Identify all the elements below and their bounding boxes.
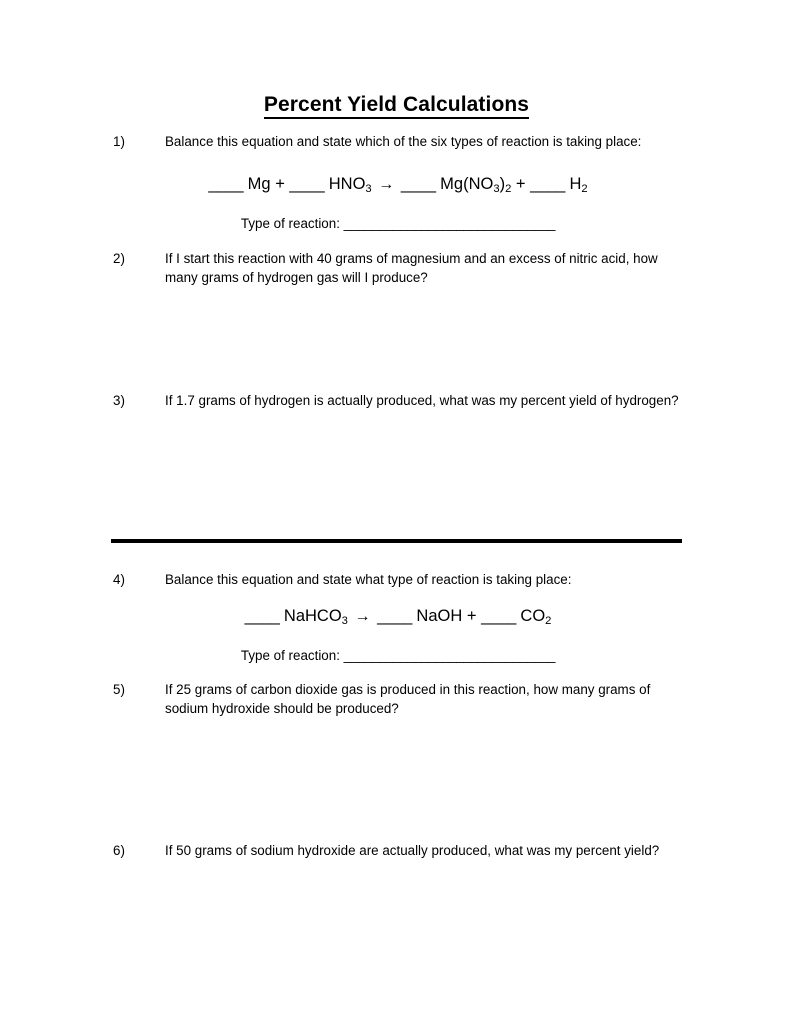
coefficient-blank-2a[interactable]: ____: [244, 607, 280, 625]
question-item-4: [113, 571, 683, 590]
coefficient-blank-1b[interactable]: ____: [289, 175, 325, 193]
question-item-3: [113, 392, 683, 411]
coefficient-blank-1a[interactable]: ____: [208, 175, 244, 193]
question-text-3: If 1.7 grams of hydrogen is actually produced, what was my percent yield of hydrogen?: [165, 393, 679, 408]
plus-sign-1a: +: [275, 175, 285, 193]
question-number-1: 1): [113, 134, 125, 149]
coefficient-blank-2b[interactable]: ____: [377, 607, 412, 625]
formula-nahco3: NaHCO$_3$: [283, 607, 348, 628]
formula-naoh: NaOH: [416, 607, 463, 625]
formula-h2: $H_2$: [569, 175, 588, 196]
subscript-co2: 2: [545, 615, 552, 628]
plus-sign-2a: +: [466, 607, 477, 625]
subscript-nahco3: 3: [341, 615, 348, 628]
question-item-1: [113, 133, 683, 152]
question-number-6: 6): [113, 843, 125, 858]
chemical-equation-1: [113, 175, 683, 194]
question-item-2: [113, 250, 683, 287]
type-of-reaction-blank-1[interactable]: ______________________________: [343, 216, 556, 231]
formula-mg: Mg: [247, 175, 271, 193]
coefficient-blank-1c[interactable]: ____: [400, 175, 436, 193]
page-title: [0, 93, 793, 117]
chemical-equation-2: [113, 607, 683, 626]
reaction-arrow-icon-2: →: [354, 608, 371, 625]
subscript-no3: 3: [493, 183, 500, 196]
question-number-2: 2): [113, 251, 125, 266]
subscript-mgno32: 2: [505, 183, 512, 196]
question-text-1: Balance this equation and state which of the six types of reaction is taking place:: [165, 134, 642, 149]
formula-hno3: $HNO_3$: [328, 175, 372, 196]
coefficient-blank-1d[interactable]: ____: [530, 175, 565, 193]
type-of-reaction-label-2: Type of reaction:: [240, 648, 340, 663]
page-title-text: Percent Yield Calculations: [264, 93, 529, 119]
type-of-reaction-line-1: [113, 216, 683, 231]
type-of-reaction-label-1: Type of reaction:: [240, 216, 340, 231]
coefficient-blank-2c[interactable]: ____: [481, 607, 516, 625]
reaction-arrow-icon: →: [378, 176, 395, 193]
question-text-5: If 25 grams of carbon dioxide gas is produced in this reaction, how many grams of sodium hydroxide should be produced?: [165, 682, 651, 716]
question-text-6: If 50 grams of sodium hydroxide are actually produced, what was my percent yield?: [165, 843, 660, 858]
question-text-2: If I start this reaction with 40 grams of magnesium and an excess of nitric acid, how many grams of hydrogen gas will I produce?: [165, 251, 658, 285]
subscript-h2: 2: [581, 183, 588, 196]
question-number-5: 5): [113, 682, 125, 697]
section-divider: [111, 539, 682, 543]
formula-magnesium-nitrate: $Mg(NO_3)_2$: [440, 175, 512, 196]
question-number-3: 3): [113, 393, 125, 408]
type-of-reaction-blank-2[interactable]: ______________________________: [343, 648, 556, 663]
formula-co2: $CO_2$: [520, 607, 552, 628]
type-of-reaction-line-2: [113, 648, 683, 663]
question-text-4: Balance this equation and state what type of reaction is taking place:: [165, 572, 572, 587]
subscript-hno3: 3: [365, 183, 372, 196]
question-item-5: [113, 681, 683, 718]
plus-sign-1b: +: [515, 175, 526, 193]
question-item-6: [113, 842, 683, 861]
question-number-4: 4): [113, 572, 125, 587]
